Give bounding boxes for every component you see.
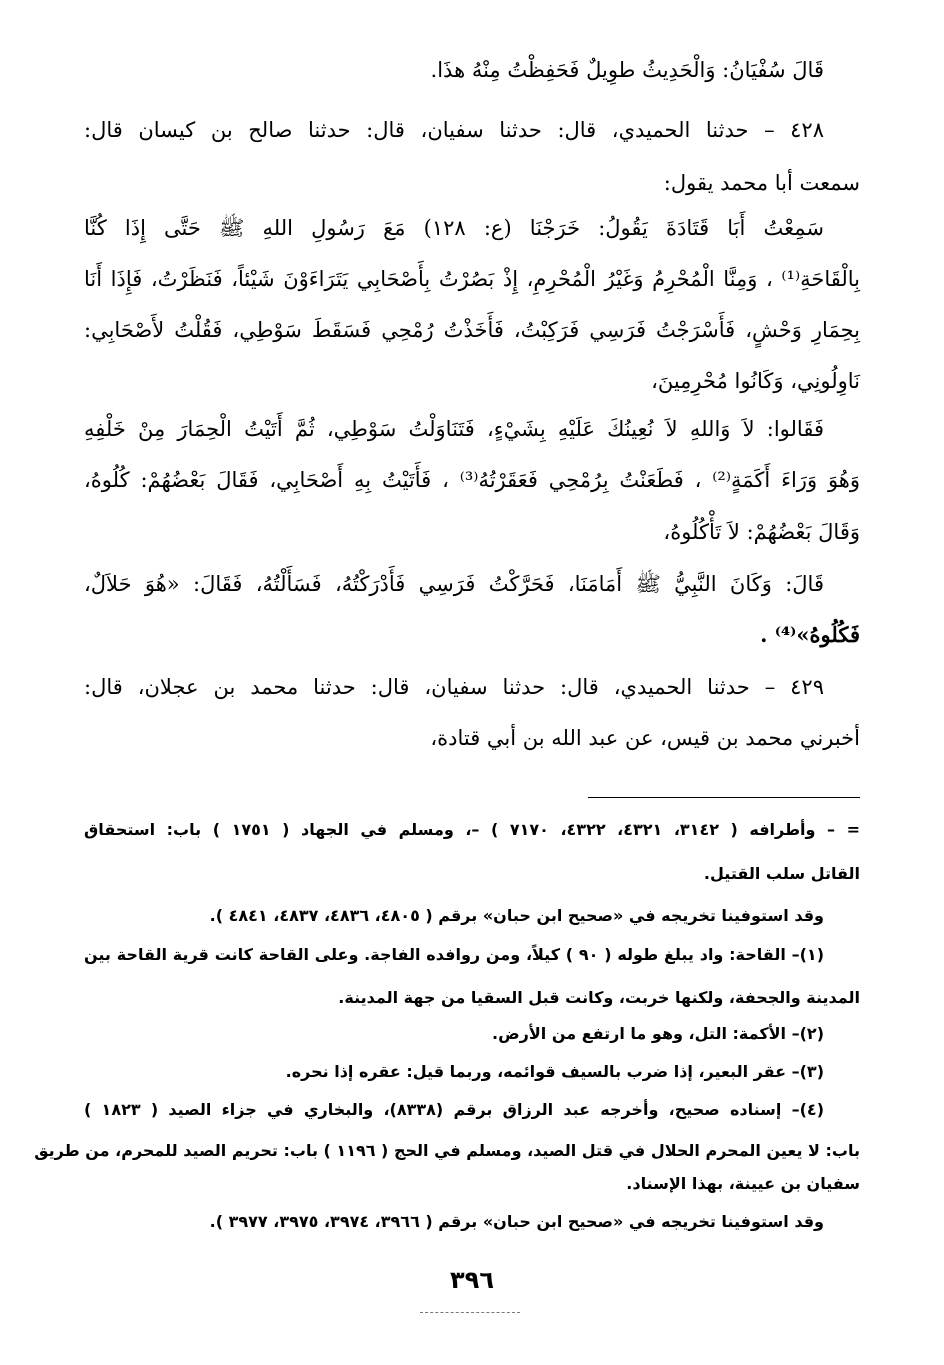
- text-line: فَكُلُوهُ»⁽⁴⁾ .: [760, 622, 860, 647]
- footnote-line: باب: لا يعين المحرم الحلال في قتل الصيد، ومسلم في الحج ( ١١٩٦ ) باب: تحريم الصيد للمحرم، من طريق: [34, 1141, 860, 1160]
- footnote-line: سفيان بن عيينة، بهذا الإسناد.: [626, 1174, 860, 1193]
- text-line: أخبرني محمد بن قيس، عن عبد الله بن أبي قتادة،: [430, 726, 860, 750]
- page-bottom-mark: [420, 1312, 520, 1313]
- text-line: قَالَ: وَكَانَ النَّبِيُّ ﷺ أَمَامَنَا، فَحَرَّكْتُ فَرَسِي فَأَدْرَكْتُهُ، فَسَأَلْتُهُ، فَقَالَ: «هُوَ حَلاَلٌ،: [84, 572, 824, 596]
- footnote-separator: [588, 797, 860, 798]
- footnote-3: (٣)– عقر البعير، إذا ضرب بالسيف قوائمه، وربما قيل: عقره إذا نحره.: [285, 1062, 824, 1081]
- page-number: ٣٩٦: [450, 1266, 494, 1294]
- footnote-1: (١)– القاحة: واد يبلغ طوله ( ٩٠ ) كيلاً، ومن روافده الفاجة. وعلى القاحة كانت قرية القاحة بين: [84, 945, 824, 964]
- footnote-line: القاتل سلب القتيل.: [703, 864, 860, 883]
- hadith-429-header: ٤٢٩ – حدثنا الحميدي، قال: حدثنا سفيان، قال: حدثنا محمد بن عجلان، قال:: [84, 675, 824, 699]
- hadith-428-header: ٤٢٨ – حدثنا الحميدي، قال: حدثنا سفيان، قال: حدثنا صالح بن كيسان قال:: [84, 118, 824, 142]
- text-line: فَقَالوا: لاَ وَاللهِ لاَ نُعِينُكَ عَلَيْهِ بِشَيْءٍ، فَتَنَاوَلْتُ سَوْطِي، ثُمَّ أَتَيْتُ الْحِمَارَ مِنْ خَلْفِهِ: [84, 417, 824, 441]
- text-line: وَقَالَ بَعْضُهُمْ: لاَ تَأْكُلُوهُ،: [663, 520, 860, 544]
- footnote-4: (٤)– إسناده صحيح، وأخرجه عبد الرزاق برقم (٨٣٣٨)، والبخاري في جزاء الصيد ( ١٨٢٣ ): [84, 1100, 824, 1119]
- footnote-line: = – وأطرافه ( ٣١٤٢، ٤٣٢١، ٤٣٢٢، ٧١٧٠ ) –، ومسلم في الجهاد ( ١٧٥١ ) باب: استحقاق: [84, 820, 860, 839]
- text-line: وَهُوَ وَرَاءَ أَكَمَةٍ⁽²⁾ ، فَطَعَنْتُ بِرُمْحِي فَعَقَرْتُهُ⁽³⁾ ، فَأَتَيْتُ بِهِ أَصْحَابِي، فَقَالَ بَعْضُهُمْ: كُلُوهُ،: [84, 468, 861, 492]
- text-line: بِحِمَارِ وَحْشٍ، فَأَسْرَجْتُ فَرَسِي فَرَكِبْتُ، فَأَخَذْتُ رُمْحِي فَسَقَطَ سَوْطِي، فَقُلْتُ لأَصْحَابِي:: [84, 318, 860, 342]
- footnote-2: (٢)– الأكمة: التل، وهو ما ارتفع من الأرض.: [492, 1024, 824, 1043]
- footnote-line: وقد استوفينا تخريجه في «صحيح ابن حبان» برقم ( ٣٩٦٦، ٣٩٧٤، ٣٩٧٥، ٣٩٧٧ ).: [209, 1212, 824, 1231]
- footnote-line: وقد استوفينا تخريجه في «صحيح ابن حبان» برقم ( ٤٨٠٥، ٤٨٣٦، ٤٨٣٧، ٤٨٤١ ).: [209, 906, 824, 925]
- text-line: نَاوِلُونِي، وَكَانُوا مُحْرِمِينَ،: [651, 369, 860, 393]
- text-line: سَمِعْتُ أَبَا قَتَادَةَ يَقُولُ: خَرَجْنَا (ع: ١٢٨) مَعَ رَسُولِ اللهِ ﷺ حَتَّى إِذَا كُنَّا: [84, 216, 824, 240]
- text-line: بِالْقَاحَةِ⁽¹⁾ ، وَمِنَّا الْمُحْرِمُ وَغَيْرُ الْمُحْرِمِ، إِذْ بَصُرْتُ بِأَصْحَابِي يَتَرَاءَوْنَ شَيْئاً، فَنَظَرْتُ، فَإِذَا أَنَا: [84, 267, 860, 291]
- text-line: سمعت أبا محمد يقول:: [663, 171, 860, 195]
- footnote-line: المدينة والجحفة، ولكنها خربت، وكانت قبل السقيا من جهة المدينة.: [338, 988, 860, 1007]
- text-line: قَالَ سُفْيَانُ: وَالْحَدِيثُ طوِيلٌ فَحَفِظْتُ مِنْهُ هذَا.: [430, 58, 824, 82]
